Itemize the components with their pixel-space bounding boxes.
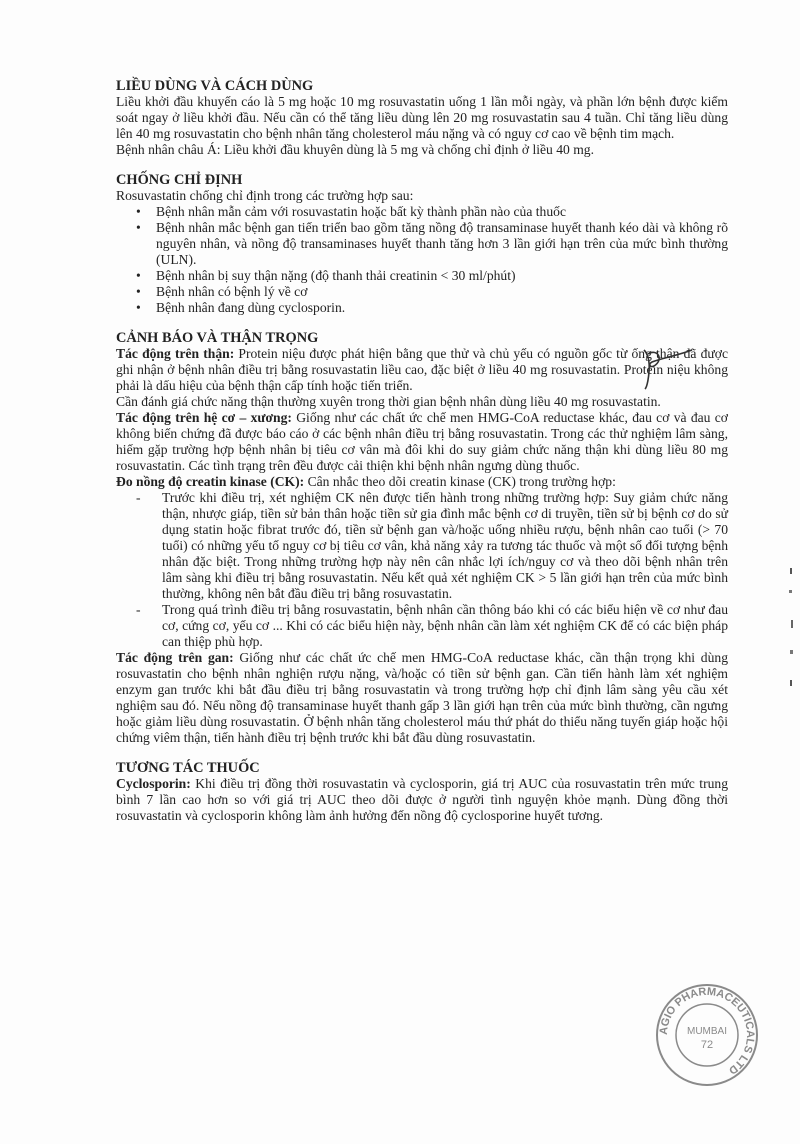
liver-paragraph [116, 650, 728, 746]
contraindications-list [116, 204, 728, 316]
document-body [116, 78, 728, 824]
liver-text: Giống như các chất ức chế men HMG-CoA reductase khác, cần thận trọng khi dùng rosuvastatin cho bệnh nhân nghiện rượu nặng, và/hoặc có tiền sử bệnh gan. Cần tiến hành làm xét nghiệm enzym gan trước khi bắt đầu điều trị bằng rosuvastatin và trong trường hợp chỉ định lâm sàng yêu cầu xét nghiệm sau đó. Nếu nồng độ transaminase huyết thanh gấp 3 lần giới hạn trên của mức bình thường, cần ngưng hoặc giảm liều dùng rosuvastatin. Ở bệnh nhân tăng cholesterol máu thứ phát do thiểu năng tuyến giáp hoặc hội chứng viêm thận, tiến hành điều trị bệnh trước khi bắt đầu dùng rosuvastatin. [116, 650, 728, 745]
dosage-asian-paragraph: Bệnh nhân châu Á: Liều khởi đầu khuyên dùng là 5 mg và chống chỉ định ở liều 40 mg. [116, 142, 594, 157]
section-title-dosage: LIỀU DÙNG VÀ CÁCH DÙNG [116, 78, 314, 94]
edge-marks [786, 560, 798, 710]
kidney-text: Protein niệu được phát hiện bằng que thử và chủ yếu có nguồn gốc từ ống thận đã được ghi nhận ở bệnh nhân điều trị bằng rosuvastatin liều cao, đặc biệt ở liều 40 mg rosuvastatin. Protein niệu không phải là dấu hiệu của bệnh thận cấp tính hoặc tiến triển. [116, 346, 728, 393]
muscle-text: Giống như các chất ức chế men HMG-CoA reductase khác, đau cơ và đau cơ không biến chứng đã được báo cáo ở các bệnh nhân điều trị bằng rosuvastatin. Trong các thử nghiệm lâm sàng, hiếm gặp trường hợp bệnh nhân bị tiêu cơ vân mà đôi khi do suy giảm chức năng thận khi dùng liều 80 mg rosuvastatin. Các tình trạng trên đều được cải thiện khi bệnh nhân ngưng dùng thuốc. [116, 410, 728, 473]
list-item: • Bệnh nhân bị suy thận nặng (độ thanh thải creatinin < 30 ml/phút) [156, 268, 728, 284]
kidney-paragraph-2: Cần đánh giá chức năng thận thường xuyên trong thời gian bệnh nhân dùng liều 40 mg rosuvastatin. [116, 394, 661, 409]
stamp-number: 72 [700, 1039, 714, 1051]
list-item: • Bệnh nhân đang dùng cyclosporin. [156, 300, 728, 316]
ck-text: Cân nhắc theo dõi creatin kinase (CK) trong trường hợp: [304, 474, 616, 489]
cyclosporin-label: Cyclosporin: [116, 776, 191, 791]
cyclosporin-paragraph [116, 776, 728, 824]
ck-label: Đo nồng độ creatin kinase (CK): [116, 474, 305, 489]
list-item: • Bệnh nhân có bệnh lý về cơ [156, 284, 728, 300]
cyclosporin-text: Khi điều trị đồng thời rosuvastatin và cyclosporin, giá trị AUC của rosuvastatin trên mức trung bình 7 lần cao hơn so với giá trị AUC theo dõi được ở người tình nguyện khỏe mạnh. Dùng đồng thời rosuvastatin và cyclosporin không làm ảnh hưởng đến nồng độ cyclosporine huyết tương. [116, 776, 728, 823]
dosage-paragraph: Liều khởi đầu khuyến cáo là 5 mg hoặc 10 mg rosuvastatin uống 1 lần mỗi ngày, và phần lớn bệnh được kiểm soát ngay ở liều khởi đầu. Nếu cần có thể tăng liều dùng lên 20 mg rosuvastatin sau 4 tuần. Chỉ tăng liều dùng lên 40 mg rosuvastatin cho bệnh nhân tăng cholesterol máu nặng và có nguy cơ cao về bệnh tim mạch. [116, 94, 728, 141]
contraindications-intro: Rosuvastatin chống chỉ định trong các trường hợp sau: [116, 188, 414, 203]
signature-icon [636, 346, 696, 390]
kidney-label: Tác động trên thận: [116, 346, 235, 361]
muscle-paragraph [116, 410, 728, 474]
muscle-label: Tác động trên hệ cơ – xương: [116, 410, 292, 425]
list-item: - Trong quá trình điều trị bằng rosuvastatin, bệnh nhân cần thông báo khi có các biểu hiện về cơ như đau cơ, cứng cơ, yếu cơ ... Khi có các biểu hiện này, bệnh nhân cần làm xét nghiệm CK để có các biện pháp can thiệp phù hợp. [162, 602, 728, 650]
section-title-warnings: CẢNH BÁO VÀ THẬN TRỌNG [116, 330, 319, 346]
ck-paragraph [116, 474, 728, 490]
liver-label: Tác động trên gan: [116, 650, 234, 665]
list-item: • Bệnh nhân mẫn cảm với rosuvastatin hoặc bất kỳ thành phần nào của thuốc [156, 204, 728, 220]
section-title-contraindications: CHỐNG CHỈ ĐỊNH [116, 172, 243, 188]
stamp-city: MUMBAI [687, 1026, 727, 1037]
ck-list [116, 490, 728, 650]
list-item: - Trước khi điều trị, xét nghiệm CK nên được tiến hành trong những trường hợp: Suy giảm chức năng thận, nhược giáp, tiền sử bản thân hoặc tiền sử gia đình mắc bệnh cơ di truyền, tiền sử bị bệnh cơ do sử dụng statin hoặc fibrat trước đó, tiền sử bệnh gan và/hoặc uống nhiều rượu, bệnh nhân cao tuổi (> 70 tuổi) có những yếu tố nguy cơ bị tiêu cơ vân, khả năng xảy ra tương tác thuốc và một số đối tượng bệnh nhân đặc biệt. Trong những trường hợp này nên cân nhắc lợi ích/nguy cơ và theo dõi bệnh nhân trên lâm sàng khi điều trị bằng rosuvastatin. Nếu kết quả xét nghiệm CK > 5 lần giới hạn trên của mức bình thường, không nên bắt đầu điều trị bằng rosuvastatin. [162, 490, 728, 602]
company-stamp [652, 980, 762, 1090]
stamp-ring-text: AGIO PHARMACEUTICALS LTD [657, 985, 757, 1077]
list-item: • Bệnh nhân mắc bệnh gan tiến triển bao gồm tăng nồng độ transaminase huyết thanh kéo dài và không rõ nguyên nhân, và nồng độ transaminases huyết thanh tăng hơn 3 lần giới hạn trên của mức bình thường (ULN). [156, 220, 728, 268]
section-title-interactions: TƯƠNG TÁC THUỐC [116, 760, 260, 776]
